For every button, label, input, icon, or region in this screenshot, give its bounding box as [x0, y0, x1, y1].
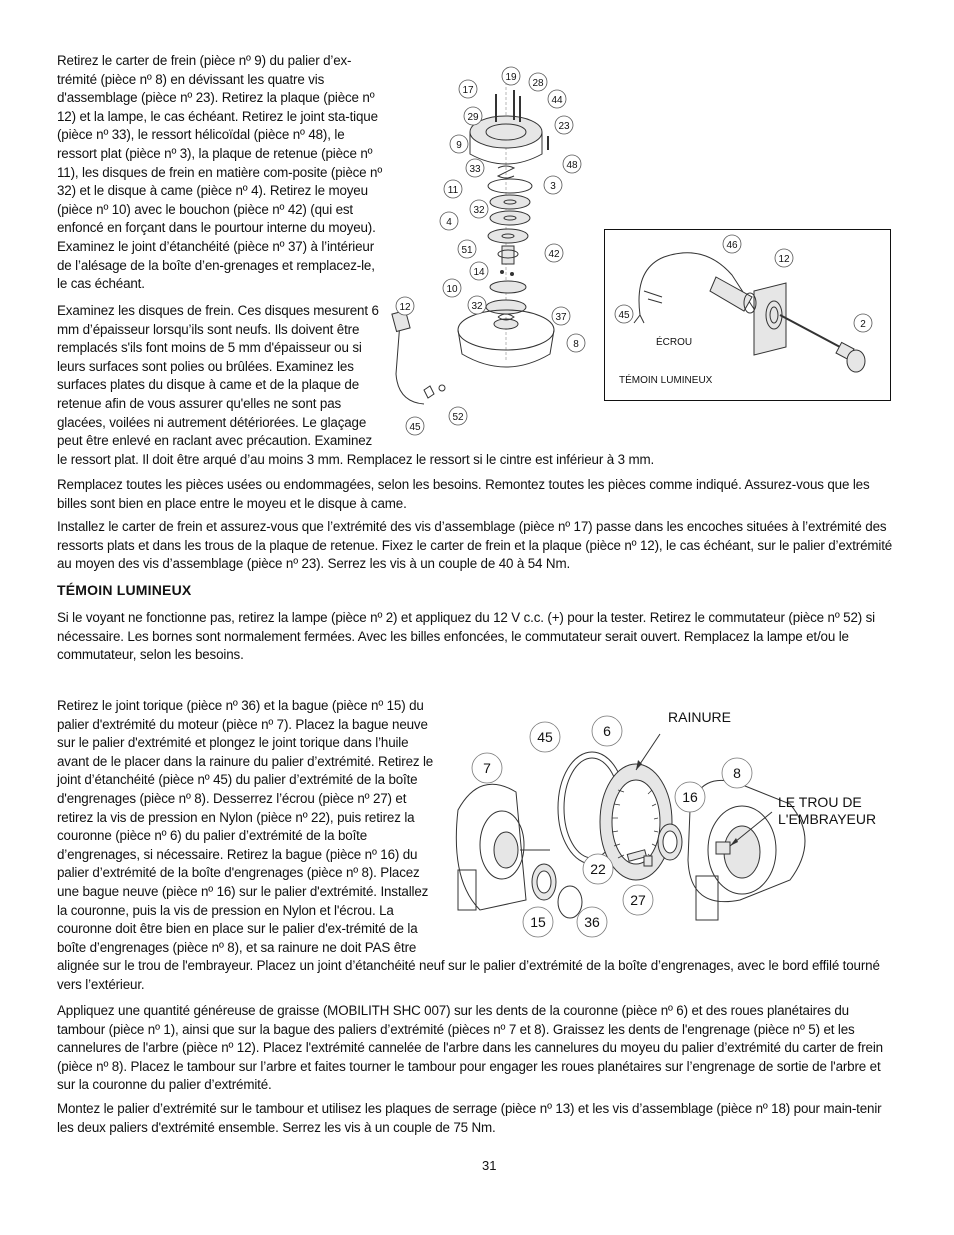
paragraph-lamp-test: Si le voyant ne fonctionne pas, retirez la lampe (pièce nº 2) et appliquez du 12 V c.c. (+) pour la tester. Retirez le commutateur (pièce nº 52) si nécessaire. Les bornes sont normalement fermées. Avec les billes enfoncées, le commutateur serait ouvert. Remplacez la lampe et/ou le commutateur, selon les besoins. [57, 610, 876, 663]
paragraph-brake-disassembly [57, 52, 385, 294]
callout-42 [545, 244, 563, 262]
paragraph-mount-bearing: Montez le palier d’extrémité sur le tambour et utilisez les plaques de serrage (pièce nº 13) et les vis d’assemblage (pièce nº 18) pour main-tenir les deux paliers d'extrémité ensemble. Serrez les vis à un couple de 75 Nm. [57, 1101, 882, 1135]
svg-text:46: 46 [726, 240, 738, 251]
label-clutch-hole-line2: L'EMBRAYEUR [778, 811, 877, 827]
callout-51 [458, 240, 476, 258]
callout-46 [723, 235, 741, 253]
callout-17 [459, 80, 477, 98]
svg-text:48: 48 [566, 160, 578, 171]
callout-45 [615, 305, 633, 323]
svg-text:10: 10 [446, 284, 458, 295]
svg-text:7: 7 [483, 760, 491, 776]
figure-brake-exploded [388, 62, 600, 440]
figure-gear-bearing [440, 700, 900, 945]
svg-text:37: 37 [555, 312, 567, 323]
callout-44 [548, 90, 566, 108]
callout-15 [523, 907, 553, 937]
callout-45 [406, 417, 424, 435]
label-nut: ÉCROU [656, 337, 693, 348]
callout-16 [675, 782, 705, 812]
paragraph-text: Examinez les disques de frein. Ces disques mesurent 6 mm d’épaisseur lorsqu’ils sont neufs. Ils doivent être remplacés s'ils font moins de 5 mm d'épaisseur ou si leurs surfaces sont polies ou brûlées. Examinez les surfaces plates du disque à came et de la plaque de retenue afin de vous assurer qu'elles ne sont pas glacées, voilées ni autrement détériorées. Le glaçage peut être enlevé en raclant avec précaution. Examinez le ressort plat. Il doit être arqué d’au moins 3 mm. Remplacez le ressort si le cintre est inférieur à 3 mm. [57, 303, 655, 467]
svg-text:19: 19 [505, 72, 517, 83]
svg-text:6: 6 [603, 723, 611, 739]
page-number: 31 [482, 1158, 497, 1173]
svg-text:17: 17 [462, 85, 474, 96]
callout-48 [563, 155, 581, 173]
svg-text:14: 14 [473, 267, 485, 278]
callout-9 [450, 135, 468, 153]
svg-text:11: 11 [447, 185, 459, 196]
svg-text:52: 52 [452, 412, 464, 423]
callout-2 [854, 314, 872, 332]
label-groove: RAINURE [668, 709, 732, 725]
svg-text:8: 8 [573, 339, 579, 350]
callout-7 [472, 753, 502, 783]
svg-text:27: 27 [630, 892, 646, 908]
callout-10 [443, 279, 461, 297]
callout-45 [530, 722, 560, 752]
svg-text:29: 29 [467, 112, 479, 123]
callout-37 [552, 307, 570, 325]
svg-text:28: 28 [532, 78, 544, 89]
svg-text:51: 51 [461, 245, 473, 256]
svg-text:12: 12 [399, 302, 411, 313]
callout-32a [470, 200, 488, 218]
svg-text:45: 45 [618, 310, 630, 321]
svg-text:32: 32 [473, 205, 485, 216]
svg-text:36: 36 [584, 914, 600, 930]
svg-text:4: 4 [446, 217, 452, 228]
callout-11 [444, 180, 462, 198]
svg-text:32: 32 [471, 301, 483, 312]
callout-36 [577, 907, 607, 937]
callout-29 [464, 107, 482, 125]
svg-text:45: 45 [409, 422, 421, 433]
svg-text:12: 12 [778, 254, 790, 265]
callout-8 [722, 758, 752, 788]
callout-4 [440, 212, 458, 230]
svg-text:44: 44 [551, 95, 563, 106]
svg-text:45: 45 [537, 729, 553, 745]
callout-19 [502, 67, 520, 85]
callout-33 [466, 159, 484, 177]
svg-text:9: 9 [456, 140, 462, 151]
callout-52 [449, 407, 467, 425]
svg-text:22: 22 [590, 861, 606, 877]
callout-6 [592, 716, 622, 746]
callout-22 [583, 854, 613, 884]
paragraph-ring-gear: Retirez le joint torique (pièce nº 36) et la bague (pièce nº 15) du palier d'extrémité du moteur (pièce nº 7). Placez la bague neuve sur le palier d'extrémité et plongez le joint torique dans l’huile avant de le placer dans la rainure du palier d’extrémité. Retirez le joint d’étanchéité (pièce nº 45) du palier d’extrémité de la boîte d'engrenages (pièce nº 8). Desserrez l’écrou (pièce nº 27) et retirez la vis de pression en Nylon (pièce nº 22), puis retirez la couronne (pièce nº 6) du palier d’extrémité de la boîte d’engrenages, si nécessaire. Retirez la bague (pièce nº 16) du palier d’extrémité de la boîte d'engrenages (pièce nº 8). Placez une bague neuve (pièce nº 16) sur le palier d'extrémité. Installez la couronne, puis la vis de pression en Nylon et l'écrou. La couronne doit être bien en place sur le palier d'ex-trémité de la boîte d’engrenages (pièce nº 8), et sa rainure ne doit PAS être alignée sur le trou de l'embrayeur. Placez un joint d’étanchéité neuf sur le palier d’extrémité de la boîte d’engrenages, avec le bord effilé tourné vers l’extérieur. [57, 698, 880, 992]
callout-28 [529, 73, 547, 91]
callout-27 [623, 885, 653, 915]
svg-text:8: 8 [733, 765, 741, 781]
paragraph-install-housing: Installez le carter de frein et assurez-vous que l’extrémité des vis d’assemblage (pièce nº 17) passe dans les encoches situées à l’extrémité des ressorts plats et dans les trous de la plaque de retenue. Fixez le carter de frein et la plaque (pièce nº 12), le cas échéant, sur le palier d’extrémité au moyen des vis d’assemblage (pièce nº 23). Serrez les vis à un couple de 40 à 54 Nm. [57, 519, 893, 572]
label-clutch-hole-line1: LE TROU DE [778, 794, 862, 810]
callout-12 [775, 249, 793, 267]
callout-8 [567, 334, 585, 352]
svg-text:3: 3 [550, 181, 556, 192]
svg-text:23: 23 [558, 121, 570, 132]
paragraph-text: Retirez le carter de frein (pièce nº 9) du palier d’ex-trémité (pièce nº 8) en dévissant les quatre vis d'assemblage (pièce nº 23). Retirez la plaque (pièce nº 12) et la lampe, le cas échéant. Retirez le joint sta-tique (pièce nº 33), le ressort hélicoïdal (pièce nº 48), le ressort plat (pièce nº 3), la plaque de retenue (pièce nº 11), les disques de frein en matière com-posite (pièce nº 32) et le disque à came (pièce nº 4). Retirez le moyeu (pièce nº 10) avec le bouchon (pièce nº 42) (qui est enfoncé en forçant dans le pourtour interne du moyeu). Examinez le joint d’étanchéité (pièce nº 37) à l’intérieur de l’alésage de la boîte d’en-grenages et remplacez-le, le cas échéant. [57, 53, 383, 292]
callout-23 [555, 116, 573, 134]
callout-14 [470, 262, 488, 280]
section-heading-lamp: TÉMOIN LUMINEUX [57, 582, 192, 598]
paragraph-reassembly: Remplacez toutes les pièces usées ou endommagées, selon les besoins. Remontez toutes les pièces comme indiqué. Assurez-vous que les billes sont bien en place entre le moyeu et le disque à came. [57, 477, 870, 511]
svg-text:15: 15 [530, 914, 546, 930]
callout-3 [544, 176, 562, 194]
svg-text:2: 2 [860, 319, 866, 330]
svg-text:16: 16 [682, 789, 698, 805]
callout-12 [396, 297, 414, 315]
paragraph-grease: Appliquez une quantité généreuse de graisse (MOBILITH SHC 007) sur les dents de la couronne (pièce nº 6) et des roues planétaires du tambour (pièce nº 1), ainsi que sur la bague des paliers d’extrémité (pièces nº 7 et 8). Graissez les dents de l'engrenage (pièce nº 5) et les cannelures de l'arbre (pièce nº 12). Placez l'extrémité cannelée de l'arbre dans les cannelures du moyeu du palier d’extrémité du carter de frein (pièce nº 8). Placez le tambour sur l’arbre et faites tourner le tambour pour engager les roues planétaires sur l’engrenage de sortie de l'arbre et sur la couronne du palier d’extrémité. [57, 1003, 883, 1093]
label-indicator-lamp: TÉMOIN LUMINEUX [619, 375, 713, 386]
svg-text:42: 42 [548, 249, 560, 260]
figure-lamp-assembly [604, 229, 891, 401]
svg-text:33: 33 [469, 164, 481, 175]
callout-32b [468, 296, 486, 314]
